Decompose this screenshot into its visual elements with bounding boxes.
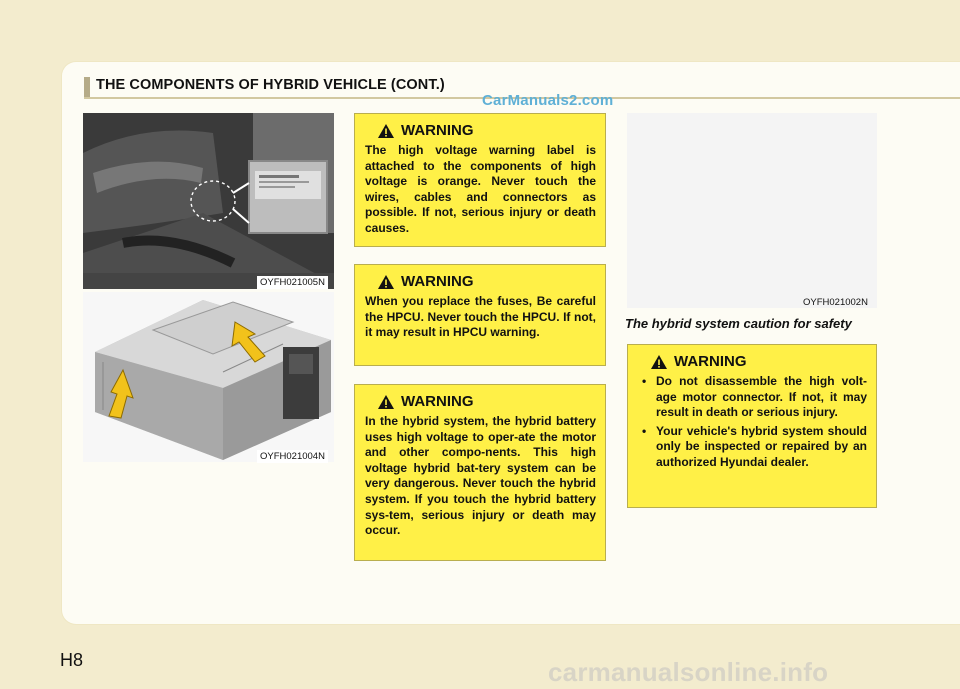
warning-text: The high voltage warning label is attached to the components of high voltage is orange. Never touch the wires, cables and connectors as possible. If not, serious injury or death causes. [365, 143, 596, 235]
warning-triangle-icon [377, 274, 395, 290]
warning-triangle-icon [377, 394, 395, 410]
warning-list-item: • Your vehicle's hybrid system should only be inspected or repaired by an authorized Hyundai dealer. [638, 424, 867, 471]
section-title: THE COMPONENTS OF HYBRID VEHICLE (CONT.) [96, 77, 445, 93]
figure-title: The hybrid system caution for safety [625, 316, 852, 331]
warning-list-item: • Do not disassemble the high volt-age motor connector. If not, it may result in death or serious injury. [638, 374, 867, 421]
warning-title: WARNING [401, 393, 474, 410]
warning-box-disassemble [627, 344, 877, 508]
warning-title: WARNING [674, 353, 747, 370]
warning-box-fuses [354, 264, 606, 366]
warning-box-label [354, 113, 606, 247]
watermark-bottom[interactable]: carmanualsonline.info [548, 657, 829, 687]
engine-bay-photo [83, 113, 334, 289]
battery-photo-caption: OYFH021004N [257, 450, 328, 463]
header-accent [84, 77, 90, 97]
watermark-top[interactable]: CarManuals2.com [482, 92, 614, 109]
right-photo-caption: OYFH021002N [803, 297, 868, 308]
warning-list [638, 374, 867, 471]
warning-box-battery [354, 384, 606, 561]
warning-text: In the hybrid system, the hybrid battery uses high voltage to oper-ate the motor and other compo-nents. This high voltage hybrid bat-tery system can be very dangerous. Never touch the hybrid system. If you touch the hybrid battery sys-tem, serious injury or death may occur. [365, 414, 596, 538]
battery-photo [83, 292, 334, 462]
warning-triangle-icon [650, 354, 668, 370]
warning-text: When you replace the fuses, Be careful the HPCU. Never touch the HPCU. If not, it may result in HPCU warning. [365, 294, 596, 340]
warning-triangle-icon [377, 123, 395, 139]
warning-title: WARNING [401, 273, 474, 290]
page-number: H8 [60, 650, 84, 670]
warning-title: WARNING [401, 122, 474, 139]
hybrid-system-photo [627, 113, 877, 308]
engine-photo-caption: OYFH021005N [257, 276, 328, 289]
